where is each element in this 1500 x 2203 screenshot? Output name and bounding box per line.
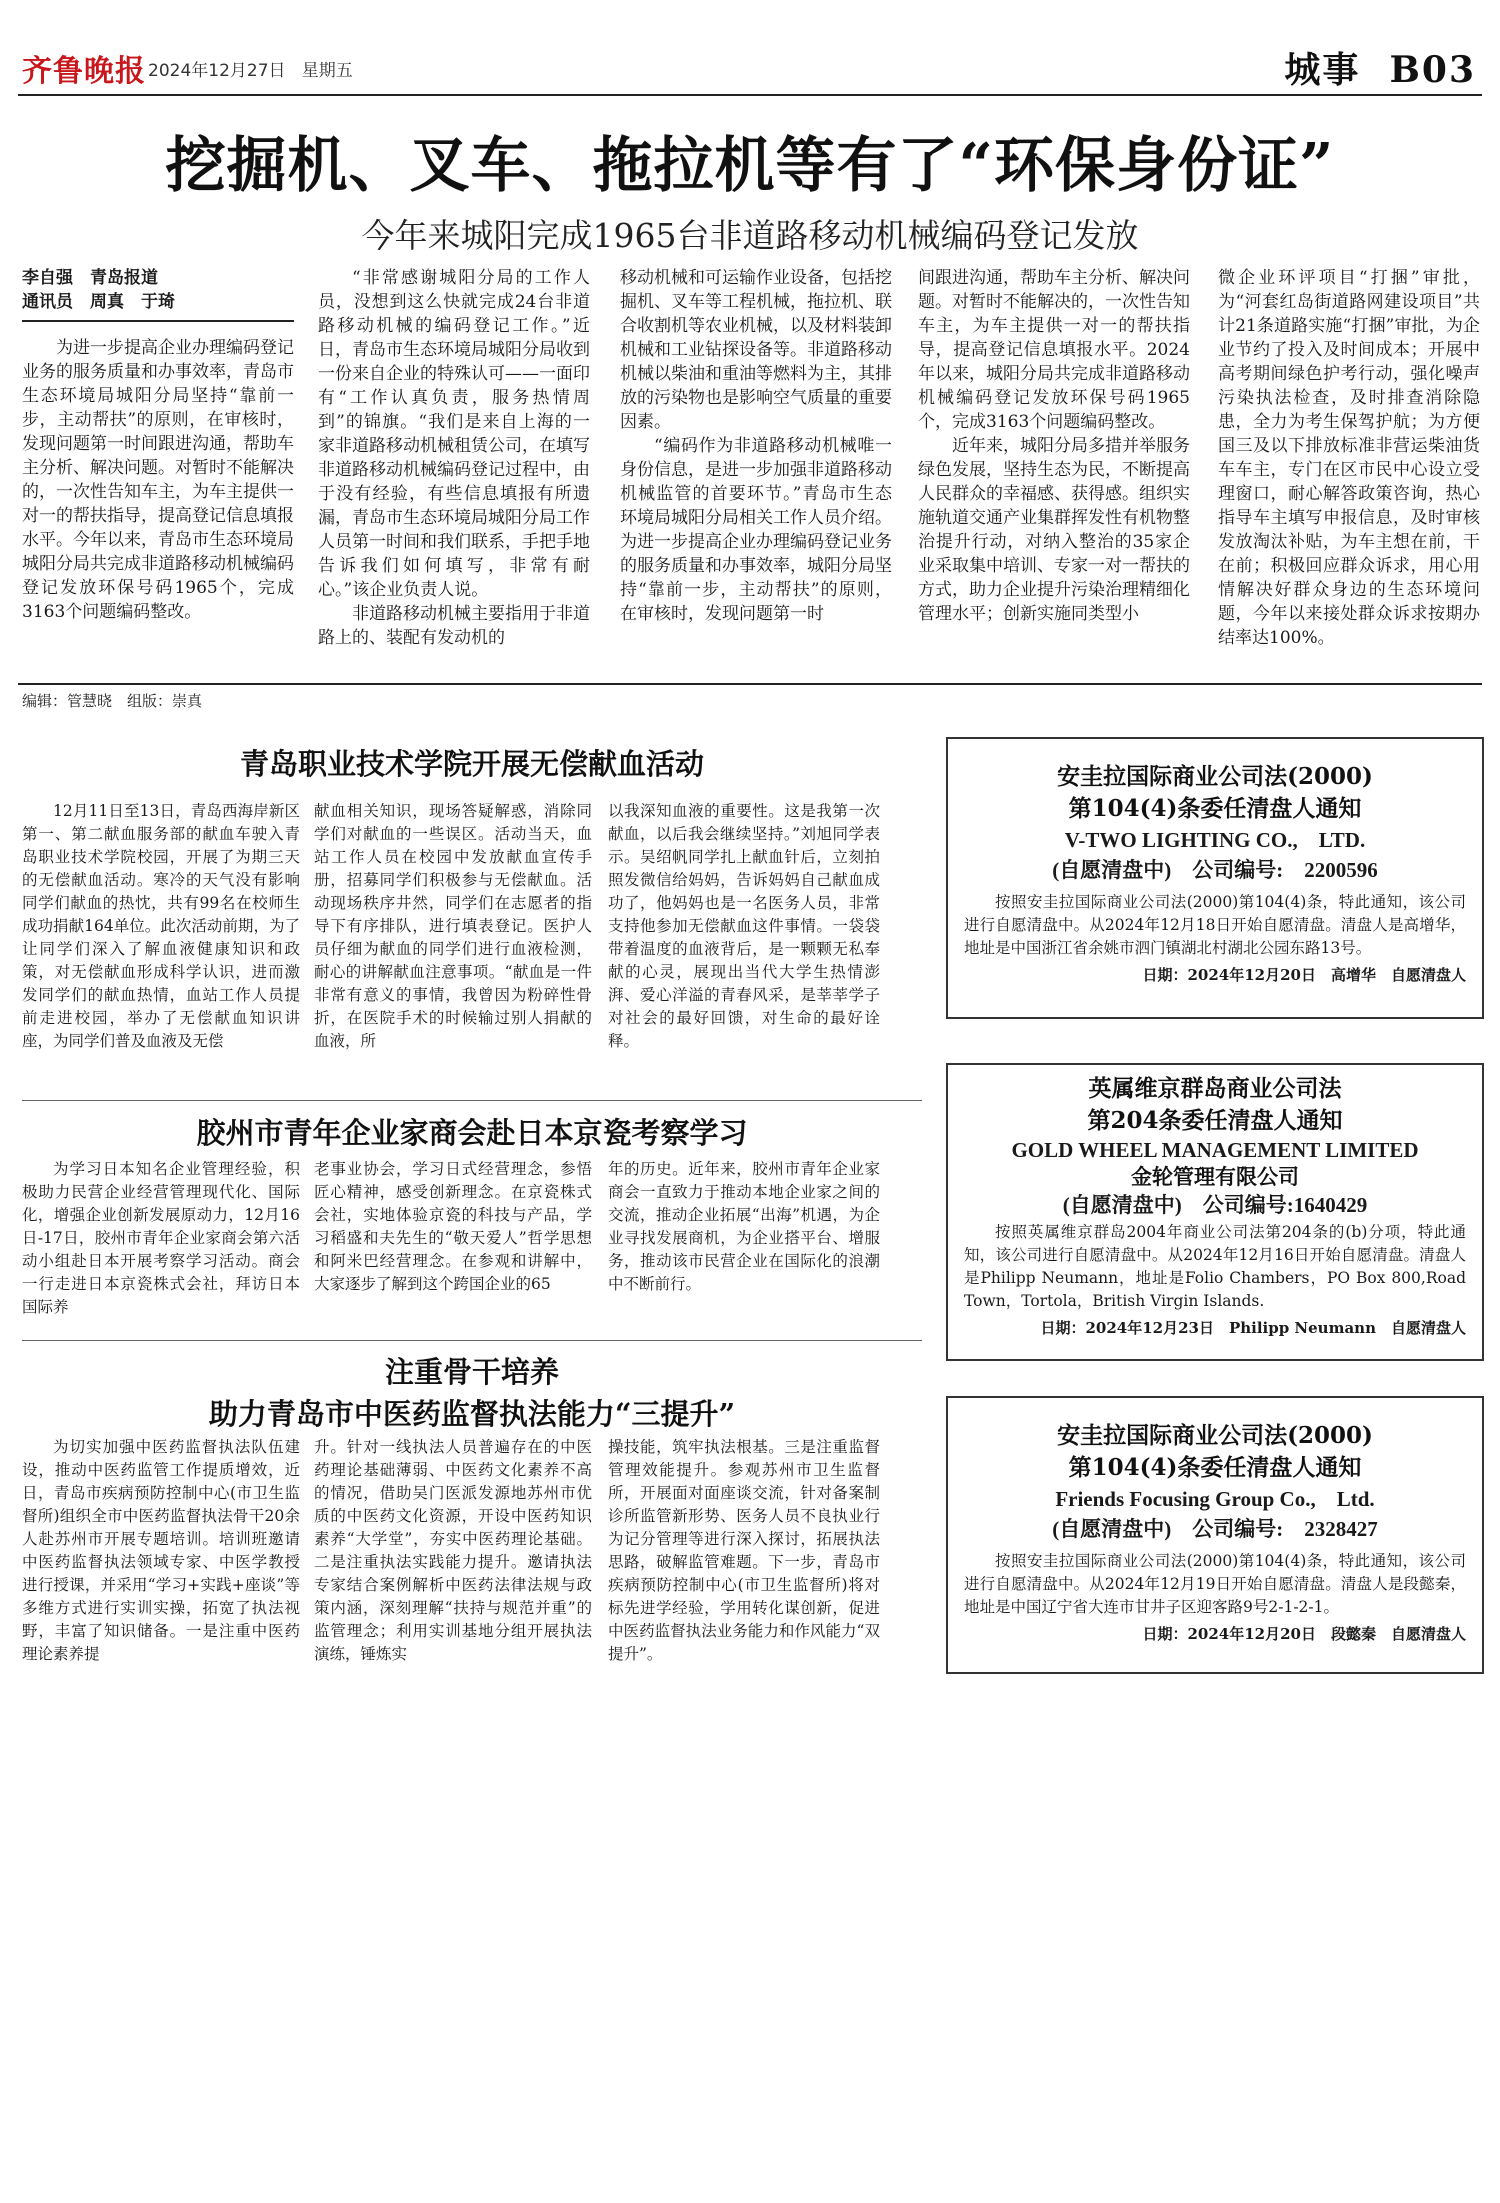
byline-correspondents: 通讯员 周真 于琦 (22, 292, 175, 312)
middle-rule (18, 683, 1482, 685)
notice-gold-wheel (946, 1063, 1484, 1361)
article-paragraph: 12月11日至13日，青岛西海岸新区第一、第二献血服务部的献血车驶入青岛职业技术学院校园，开展了为期三天的无偿献血活动。寒冷的天气没有影响同学们献血的热忱，共有99名在校师生成功捐献164单位。此次活动前期，为了让同学们深入了解血液健康知识和政策，对无偿献血形成科学认识，进而激发同学们的献血热情，血站工作人员提前走进校园，举办了无偿献血知识讲座，为同学们普及血液及无偿 (22, 802, 300, 1050)
lead-column-4 (918, 266, 1190, 626)
lead-paragraph: “编码作为非道路移动机械唯一身份信息，是进一步加强非道路移动机械监管的首要环节。”青岛市生态环境局城阳分局相关工作人员介绍。为进一步提高企业办理编码登记业务的服务质量和办事效率，城阳分局坚持“靠前一步，主动帮扶”的原则，在审核时，发现问题第一时 (620, 436, 892, 624)
byline-reporter: 李自强 青岛报道 (22, 268, 158, 288)
article3-column-2 (314, 1436, 592, 1666)
notice-signature: 日期：2024年12月20日 段懿秦 自愿清盘人 (1142, 1625, 1466, 1643)
notice-company-name: Friends Focusing Group Co., Ltd. (1055, 1487, 1375, 1511)
article-paragraph: 老事业协会，学习日式经营理念，参悟匠心精神，感受创新理念。在京瓷株式会社，实地体验京瓷的科技与产品，学习稻盛和夫先生的“敬天爱人”哲学思想和阿米巴经营理念。在参观和讲解中，大家逐步了解到这个跨国企业的65 (314, 1160, 592, 1293)
notice-friends-focusing (946, 1396, 1484, 1674)
article2-column-1 (22, 1158, 300, 1319)
lead-column-5 (1218, 266, 1480, 650)
editor-credits: 编辑：管慧晓 组版：崇真 (22, 692, 203, 710)
notice-body: 按照安圭拉国际商业公司法(2000)第104(4)条，特此通知，该公司进行自愿清盘中。从2024年12月19日开始自愿清盘。清盘人是段懿秦，地址是中国辽宁省大连市甘井子区迎客路9号2-1-2-1。 (964, 1552, 1466, 1616)
lead-column-2 (318, 266, 590, 650)
lead-paragraph: 移动机械和可运输作业设备，包括挖掘机、叉车等工程机械，拖拉机、联合收割机等农业机械，以及材料装卸机械和工业钻探设备等。非道路移动机械以柴油和重油等燃料为主，其排放的污染物也是影响空气质量的重要因素。 (620, 268, 892, 432)
article-title-line-1: 注重骨干培养 (384, 1355, 559, 1389)
article1-column-2 (314, 800, 592, 1053)
section-name: 城事 (1284, 49, 1361, 91)
article-paragraph: 为切实加强中医药监督执法队伍建设，推动中医药监管工作提质增效，近日，青岛市疾病预防控制中心(市卫生监督所)组织全市中医药监督执法骨干20余人赴苏州市开展专题培训。培训班邀请中医药监督执法领域专家、中医学教授进行授课，并采用“学习+实践+座谈”等多维方式进行实训实操，拓宽了执法视野，丰富了知识储备。一是注重中医药理论素养提 (22, 1438, 300, 1663)
notice-law-title: 英属维京群岛商业公司法 (1088, 1075, 1342, 1102)
article3-column-3 (608, 1436, 880, 1666)
lead-byline (22, 266, 294, 322)
lead-paragraph: “非常感谢城阳分局的工作人员，没想到这么快就完成24台非道路移动机械的编码登记工作。”近日，青岛市生态环境局城阳分局收到一份来自企业的特殊认可——一面印有“工作认真负责，服务热情周到”的锦旗。“我们是来自上海的一家非道路移动机械租赁公司，在填写非道路移动机械编码登记过程中，由于没有经验，有些信息填报有所遗漏，青岛市生态环境局城阳分局工作人员第一时间和我们联系，手把手地告诉我们如何填写，非常有耐心。”该企业负责人说。 (318, 268, 590, 600)
notice-body: 按照英属维京群岛2004年商业公司法第204条的(b)分项，特此通知，该公司进行自愿清盘中。从2024年12月16日开始自愿清盘。清盘人是Philipp Neumann，地址是Folio Chambers，PO Box 800,Road Town，Tortola，British Virgin Islands. (964, 1223, 1466, 1310)
masthead-logo: 齐鲁晚报 (22, 54, 146, 89)
article-paragraph: 操技能，筑牢执法根基。三是注重监督管理效能提升。参观苏州市卫生监督所，开展面对面座谈交流，针对备案制诊所监管新形势、医务人员不良执业行为记分管理等进行深入探讨，拓展执法思路，破解监管难题。下一步，青岛市疾病预防控制中心(市卫生监督所)将对标先进学经验，学用转化谋创新，促进中医药监督执法业务能力和作风能力“双提升”。 (608, 1438, 880, 1663)
lead-column-3 (620, 266, 892, 626)
notice-company-name: V-TWO LIGHTING CO., LTD. (1064, 828, 1366, 852)
lead-headline: 挖掘机、叉车、拖拉机等有了“环保身份证” (165, 131, 1335, 201)
article-title-jiaozhou-entrepreneurs: 胶州市青年企业家商会赴日本京瓷考察学习 (22, 1100, 922, 1152)
notice-v-two-lighting (946, 737, 1484, 1019)
notice-company-number: (自愿清盘中) 公司编号: 2328427 (1052, 1517, 1378, 1541)
lead-paragraph: 微企业环评项目“打捆”审批，为“河套红岛街道路网建设项目”共计21条道路实施“打捆”审批，为企业节约了投入及时间成本；开展中高考期间绿色护考行动，强化噪声污染执法检查，及时排查消除隐患，全力为考生保驾护航；为方便国三及以下排放标准非营运柴油货车车主，专门在区市民中心设立受理窗口，耐心解答政策咨询，热心指导车主填写申报信息，及时审核发放淘汰补贴，为车主想在前，干在前；积极回应群众诉求，用心用情解决好群众身边的生态环境问题，今年以来接处群众诉求按期办结率达100%。 (1218, 268, 1480, 648)
notice-company-name-cn: 金轮管理有限公司 (1131, 1164, 1299, 1189)
notice-body: 按照安圭拉国际商业公司法(2000)第104(4)条，特此通知，该公司进行自愿清盘中。从2024年12月18日开始自愿清盘。清盘人是高增华，地址是中国浙江省余姚市泗门镇湖北村湖北公园东路13号。 (964, 893, 1466, 957)
lead-paragraph: 近年来，城阳分局多措并举服务绿色发展，坚持生态为民，不断提高人民群众的幸福感、获得感。组织实施轨道交通产业集群挥发性有机物整治提升行动，对纳入整治的35家企业采取集中培训、专家一对一帮扶的方式，助力企业提升污染治理精细化管理水平；创新实施同类型小 (918, 436, 1190, 624)
section-label (1284, 42, 1476, 93)
notice-law-title: 安圭拉国际商业公司法(2000) (1057, 1422, 1373, 1449)
issue-weekday: 星期五 (301, 61, 353, 81)
top-rule (18, 94, 1482, 96)
lead-paragraph: 非道路移动机械主要指用于非道路上的、装配有发动机的 (318, 604, 590, 648)
article-title-tcm-supervision (22, 1340, 922, 1435)
article1-column-3 (608, 800, 880, 1053)
article-paragraph: 以我深知血液的重要性。这是我第一次献血，以后我会继续坚持。”刘旭同学表示。吴绍帆同学扎上献血针后，立刻拍照发微信给妈妈，告诉妈妈自己献血成功了，他妈妈也是一名医务人员，非常支持他参加无偿献血这件事情。一袋袋带着温度的血液背后，是一颗颗无私奉献的心灵，展现出当代大学生热情澎湃、爱心洋溢的青春风采，是莘莘学子对社会的最好回馈，对生命的最好诠释。 (608, 802, 880, 1050)
notice-section-title: 第204条委任清盘人通知 (1087, 1107, 1343, 1134)
masthead-date (148, 56, 353, 81)
article2-column-3 (608, 1158, 880, 1296)
byline-rule (22, 320, 294, 322)
lead-paragraph: 间跟进沟通，帮助车主分析、解决问题。对暂时不能解决的，一次性告知车主，为车主提供一对一的帮扶指导，提高登记信息填报水平。2024年以来，城阳分局共完成非道路移动机械编码登记发放环保号码1965个，完成3163个问题编码整改。 (918, 268, 1190, 432)
notice-law-title: 安圭拉国际商业公司法(2000) (1057, 763, 1373, 790)
lead-column-1 (22, 336, 294, 624)
article-paragraph: 升。针对一线执法人员普遍存在的中医药理论基础薄弱、中医药文化素养不高的情况，借助吴门医派发源地苏州市优质的中医药文化资源，开设中医药知识素养“大学堂”，夯实中医药理论基础。二是注重执法实践能力提升。邀请执法专家结合案例解析中医药法律法规与政策内涵，深刻理解“扶持与规范并重”的监管理念；利用实训基地分组开展执法演练，锤炼实 (314, 1438, 592, 1663)
notice-company-name: GOLD WHEEL MANAGEMENT LIMITED (1011, 1138, 1419, 1162)
article-paragraph: 年的历史。近年来，胶州市青年企业家商会一直致力于推动本地企业家之间的交流，推动企业拓展“出海”机遇，为企业寻找发展商机，为企业搭平台、增服务，推动该市民营企业在国际化的浪潮中不断前行。 (608, 1160, 880, 1293)
notice-company-number: (自愿清盘中) 公司编号: 2200596 (1052, 858, 1378, 882)
notice-section-title: 第104(4)条委任清盘人通知 (1068, 795, 1362, 822)
article1-column-1 (22, 800, 300, 1053)
article-title-line-2: 助力青岛市中医药监督执法能力“三提升” (208, 1397, 736, 1431)
lead-paragraph: 为进一步提高企业办理编码登记业务的服务质量和办事效率，青岛市生态环境局城阳分局坚持“靠前一步，主动帮扶”的原则，在审核时，发现问题第一时间跟进沟通，帮助车主分析、解决问题。对暂时不能解决的，一次性告知车主，为车主提供一对一的帮扶指导，提高登记信息填报水平。今年以来，青岛市生态环境局城阳分局共完成非道路移动机械编码登记发放环保号码1965个，完成3163个问题编码整改。 (22, 338, 294, 622)
notice-section-title: 第104(4)条委任清盘人通知 (1068, 1454, 1362, 1481)
article3-column-1 (22, 1436, 300, 1666)
notice-company-number: (自愿清盘中) 公司编号:1640429 (1062, 1193, 1368, 1217)
lead-subheadline: 今年来城阳完成1965台非道路移动机械编码登记发放 (361, 216, 1139, 255)
issue-date: 2024年12月27日 (148, 61, 286, 81)
article-paragraph: 为学习日本知名企业管理经验，积极助力民营企业经营管理现代化、国际化，增强企业创新发展原动力，12月16日-17日，胶州市青年企业家商会第六活动小组赴日本开展考察学习活动。商会一行走进日本京瓷株式会社，拜访日本国际养 (22, 1160, 300, 1316)
notice-signature: 日期：2024年12月23日 Philipp Neumann 自愿清盘人 (1040, 1319, 1466, 1337)
article2-column-2 (314, 1158, 592, 1296)
article-paragraph: 献血相关知识，现场答疑解惑，消除同学们对献血的一些误区。活动当天，血站工作人员在校园中发放献血宣传手册，招募同学们积极参与无偿献血。活动现场秩序井然，同学们在志愿者的指导下有序排队，进行填表登记。医护人员仔细为献血的同学们进行血液检测，耐心的讲解献血注意事项。“献血是一件非常有意义的事情，我曾因为粉碎性骨折，在医院手术的时候输过别人捐献的血液，所 (314, 802, 592, 1050)
article-title-blood-donation: 青岛职业技术学院开展无偿献血活动 (239, 747, 704, 781)
page-number: B03 (1389, 49, 1476, 91)
notice-signature: 日期：2024年12月20日 高增华 自愿清盘人 (1142, 966, 1466, 984)
